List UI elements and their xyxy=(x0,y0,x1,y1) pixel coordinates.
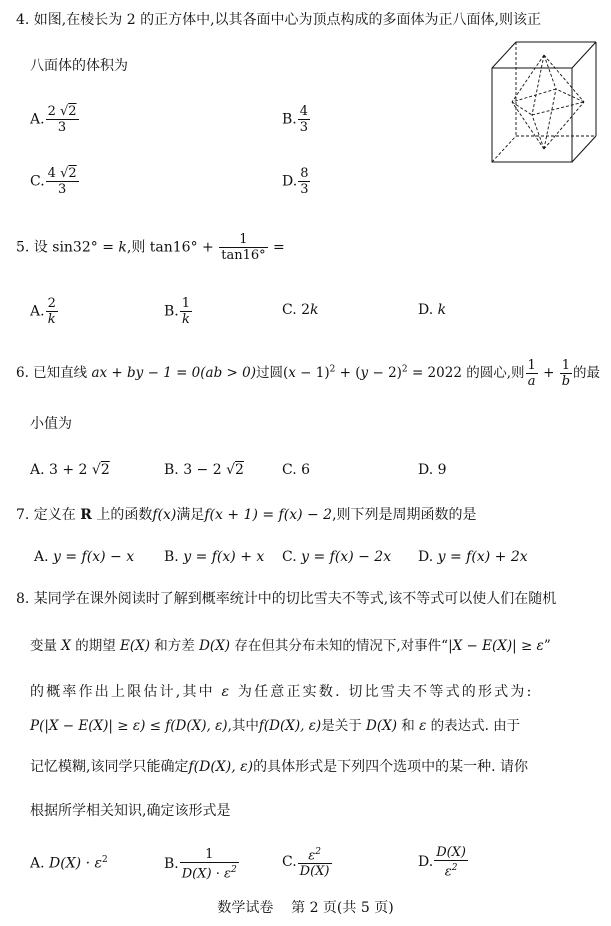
q6-option-b: B. 3 − 2 √2 xyxy=(164,462,244,478)
q5-option-c: C. 2k xyxy=(282,302,319,318)
q4-option-d: D. $\frac{8}{3}$ xyxy=(282,166,309,197)
q8-line2: 变量 X 的期望 E(X) 和方差 D(X) 存在但其分布未知的情况下,对事件“|X − E(X)| ≥ ε” xyxy=(30,638,551,654)
q7-option-b: B. y = f(x) + x xyxy=(164,549,265,565)
q8-option-d: D. $\frac{D(X)}{\varepsilon^2}$ xyxy=(418,845,467,880)
q6-stem-line2: 小值为 xyxy=(30,416,72,432)
q5-option-a: A. $\frac{2}{k}$ xyxy=(30,296,56,327)
q5-option-b: B. $\frac{1}{k}$ xyxy=(164,296,191,327)
q4-option-b: B. $\frac{4}{3}$ xyxy=(282,104,309,135)
q5-option-d: D. k xyxy=(418,302,447,318)
page-footer: 数学试卷 第 2 页(共 5 页) xyxy=(217,900,394,916)
q4-stem-line2: 八面体的体积为 xyxy=(30,58,128,74)
q4-option-a: A. $\frac{2 √2}{3}$ xyxy=(30,104,77,135)
q4-option-c: C. $\frac{4 √2}{3}$ xyxy=(30,166,77,197)
q7-option-c: C. y = f(x) − 2x xyxy=(282,549,392,565)
q5-stem: 5. 设 sin32° = k,则 tan16° + $\frac{1}{\tan 16^\circ}$ = xyxy=(16,232,285,263)
q6-stem-line1: 6. 已知直线 ax + by − 1 = 0(ab > 0)过圆$(x - 1)^2 + (y - 2)^2 = 2022$ 的圆心,则 $\frac{1}{a}$ + $\frac{1}{b}$ 的最 xyxy=(16,358,601,389)
q8-option-a: A. $D(X) \cdot \varepsilon^2$ xyxy=(30,855,108,872)
q8-option-c: C. $\frac{\varepsilon^2}{D(X)}$ xyxy=(282,847,330,880)
q7-stem: 7. 定义在 R 上的函数f(x)满足f(x + 1) = f(x) − 2,则下列是周期函数的是 xyxy=(16,507,477,523)
cube-octahedron-figure xyxy=(490,40,598,164)
q8-option-b: B. $\frac{1}{D(X) \cdot \varepsilon^2}$ xyxy=(164,847,237,882)
q6-option-d: D. 9 xyxy=(418,462,447,478)
q8-line3: 的概率作出上限估计,其中 ε 为任意正实数. 切比雪夫不等式的形式为: xyxy=(30,684,534,700)
q7-option-d: D. y = f(x) + 2x xyxy=(418,549,528,565)
q6-option-c: C. 6 xyxy=(282,462,311,478)
q7-option-a: A. y = f(x) − x xyxy=(34,549,135,565)
q8-line5: 记忆模糊,该同学只能确定f(D(X), ε)的具体形式是下列四个选项中的某一种. 请你 xyxy=(30,759,528,775)
q6-option-a: A. 3 + 2 √2 xyxy=(30,462,110,478)
q8-line6: 根据所学相关知识,确定该形式是 xyxy=(30,803,231,819)
q8-line4: P(|X − E(X)| ≥ ε) ≤ f(D(X), ε),其中f(D(X), ε)是关于 D(X) 和 ε 的表达式. 由于 xyxy=(30,718,521,734)
q8-line1: 8. 某同学在课外阅读时了解到概率统计中的切比雪夫不等式,该不等式可以使人们在随机 xyxy=(16,591,557,607)
q4-stem-line1: 4. 如图,在棱长为 2 的正方体中,以其各面中心为顶点构成的多面体为正八面体,则该正 xyxy=(16,12,541,28)
